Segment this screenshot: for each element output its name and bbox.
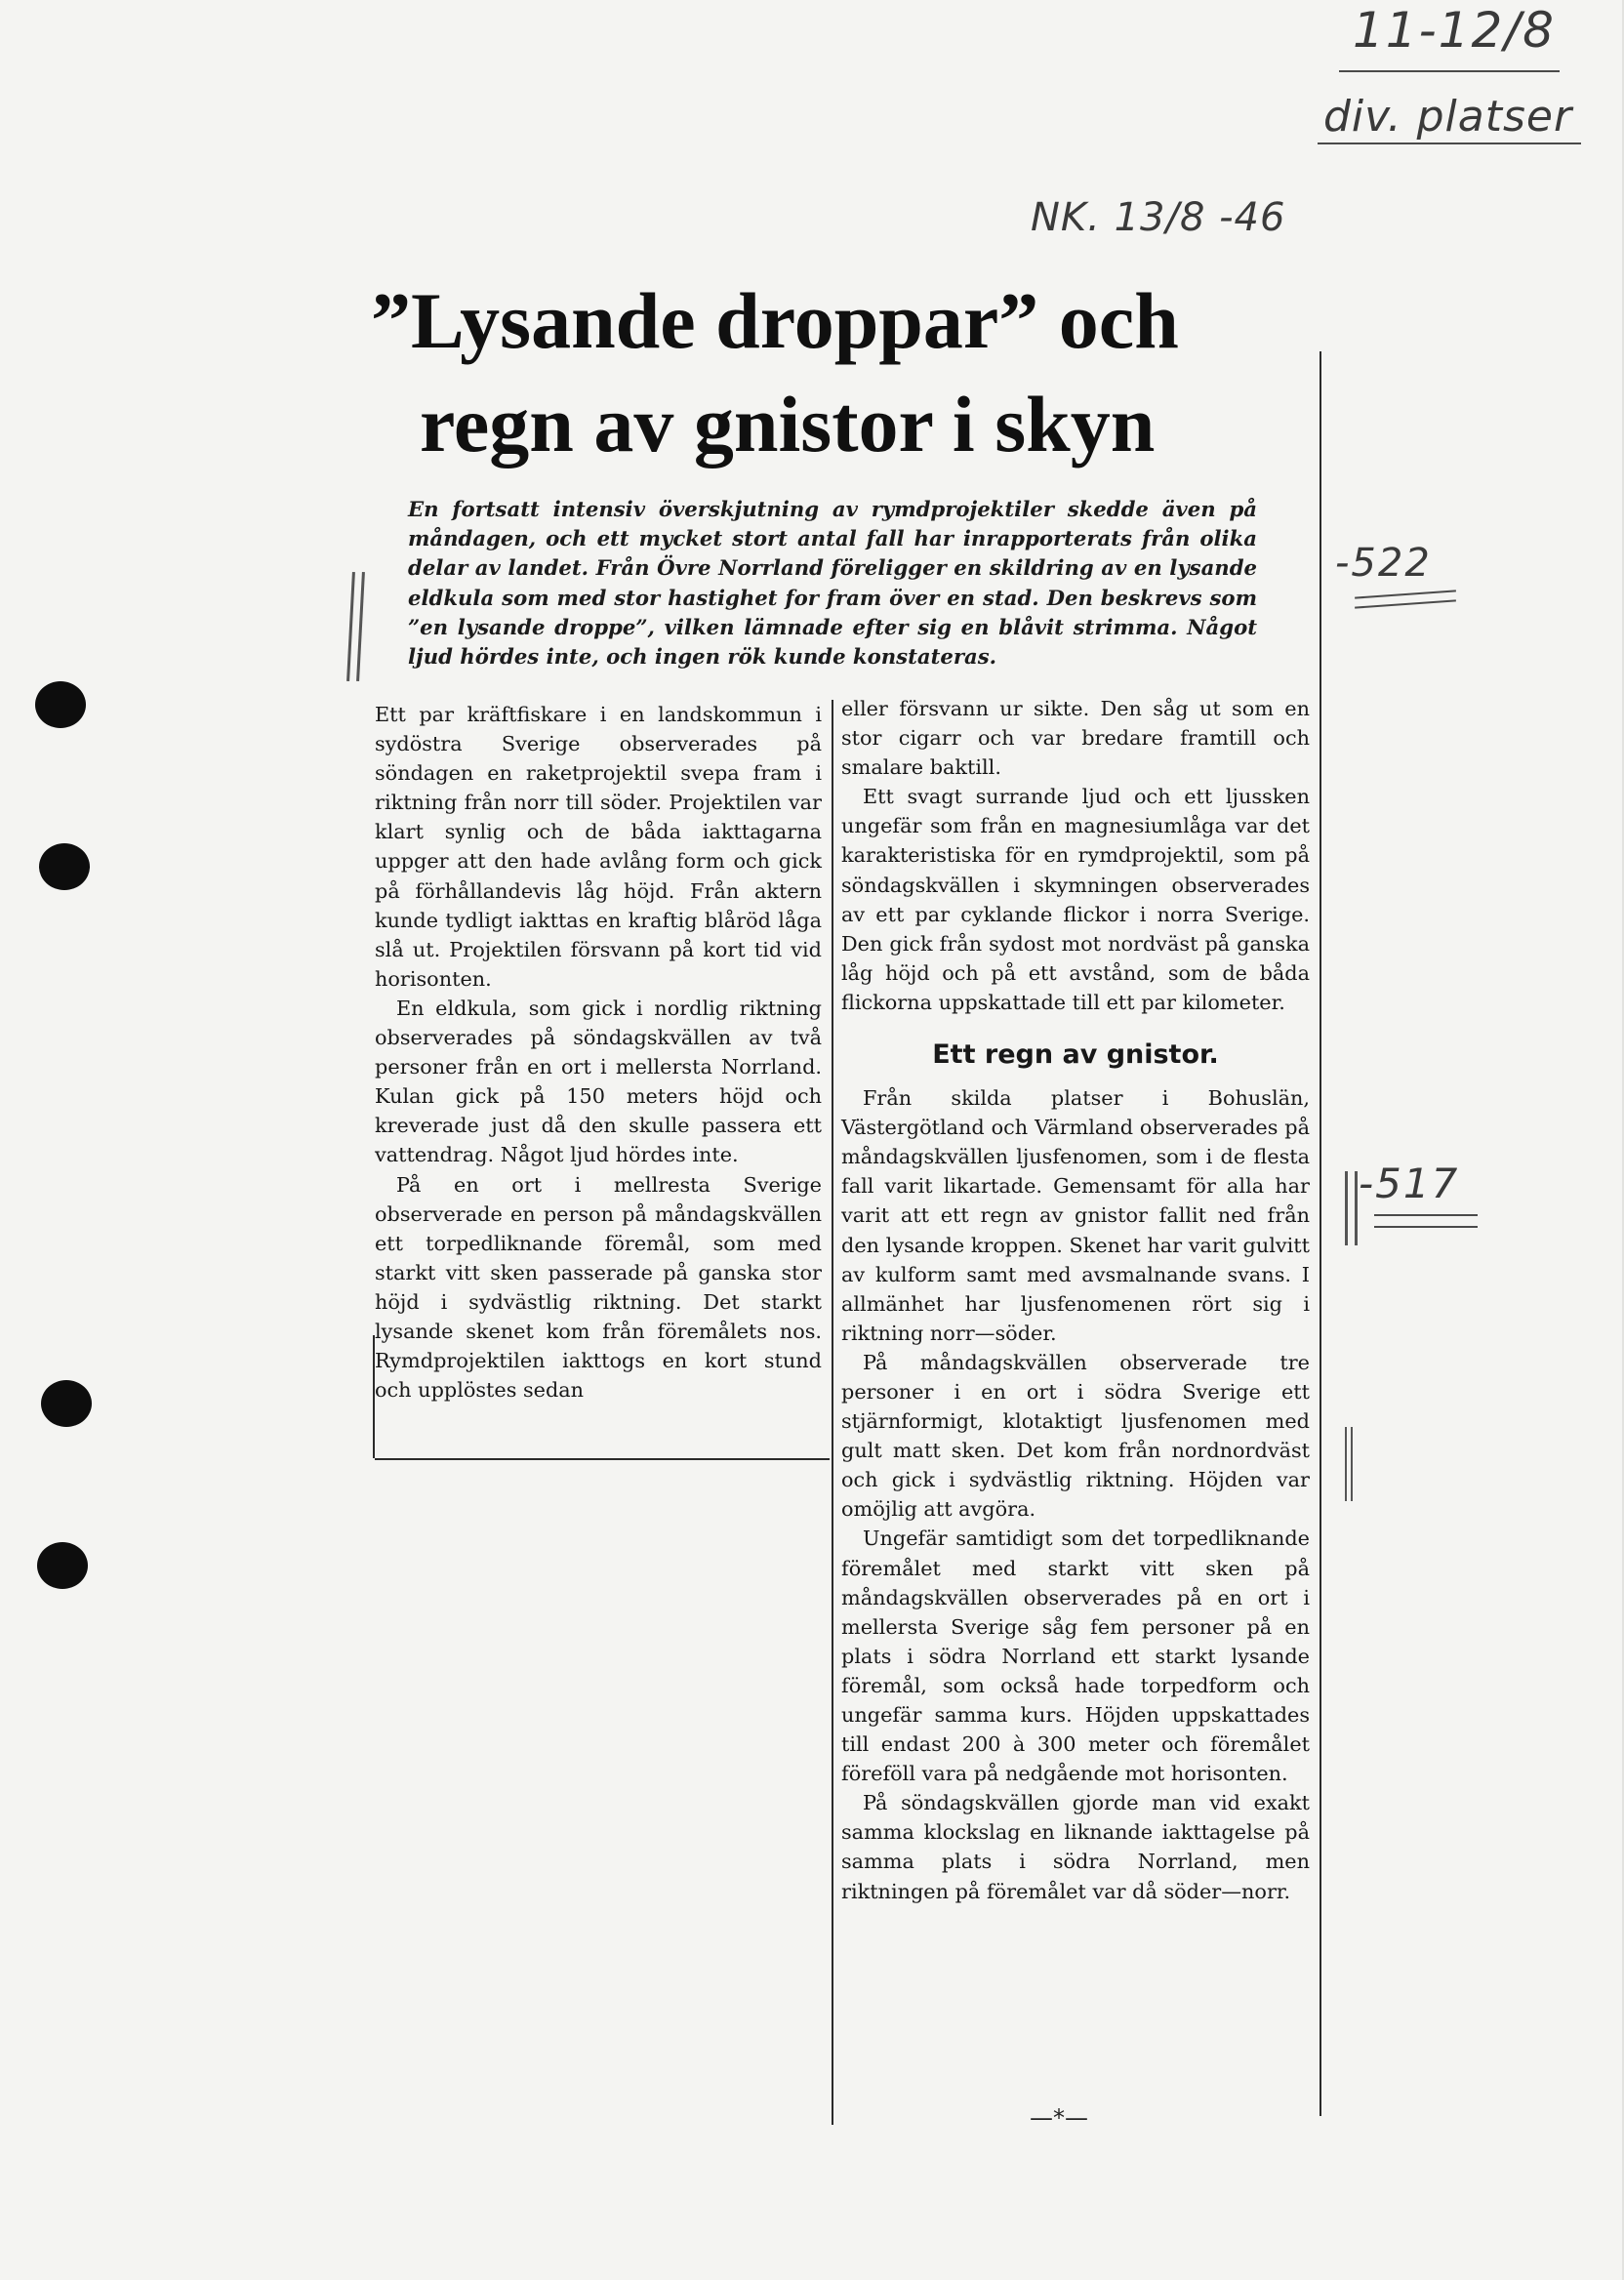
headline-line-1: ”Lysande droppar” och (371, 276, 1179, 365)
left-paragraph: På en ort i mellresta Sverige observerade en person på måndagskvällen ett torpedliknande föremål, som med starkt vitt sken passerade på ganska stor höjd i sydvästlig riktning. Det starkt lysande skenet kom från föremålets nos. Rymdprojektilen iakttogs en kort stund och upplöstes sedan (375, 1172, 822, 1403)
margin-mark-right-a (1345, 1427, 1347, 1501)
margin-mark-ingress-a (346, 572, 355, 681)
headline-line-2: regn av gnistor i skyn (420, 380, 1156, 468)
right-column (841, 694, 1310, 1906)
margin-mark-right-b (1351, 1427, 1353, 1501)
punch-hole-4 (37, 1542, 88, 1589)
margin-mark-517-b (1355, 1171, 1358, 1245)
subheading: Ett regn av gnistor. (932, 1039, 1219, 1071)
punch-hole-3 (41, 1380, 92, 1427)
punch-hole-2 (39, 843, 90, 890)
right-paragraph: Från skilda platser i Bohuslän, Västergötland och Värmland observerades på måndagskvällen ljusfenomen, som i de flesta fall varit likartade. Gemensamt för alla har varit att ett regn av gnistor fallit ned från den lysande kroppen. Skenet har varit gulvitt av kulform samt med avsmalnande svans. I allmänhet har ljusfenomenen rört sig i riktning norr—söder. (841, 1086, 1310, 1345)
underline-date-range (1339, 70, 1560, 72)
margin-mark-517-a (1345, 1171, 1348, 1245)
ref-517-underline-2 (1374, 1226, 1478, 1228)
column-divider (832, 700, 833, 2125)
left-column-bottom-rule (375, 1458, 830, 1460)
right-paragraph: Ungefär samtidigt som det torpedliknande föremålet med starkt vitt sken på måndagskvällen observerades på en ort i mellersta Sverige såg fem personer på en plats i södra Norrland ett starkt lysande föremål, som också hade torpedform och ungefär samma kurs. Höjden uppskattades till endast 200 à 300 meter och föremålet föreföll vara på nedgående mot horisonten. (841, 1527, 1310, 1786)
handwritten-date-range: 11-12/8 (1353, 2, 1556, 59)
handwritten-source-note: NK. 13/8 -46 (1031, 195, 1286, 240)
handwritten-ref-522: -522 (1335, 541, 1432, 586)
handwritten-ref-517: -517 (1359, 1160, 1460, 1207)
ref-522-underline-1 (1355, 590, 1456, 598)
handwritten-category: div. platser (1323, 92, 1573, 142)
right-paragraph: eller försvann ur sikte. Den såg ut som en stor cigarr och var bredare framtill och smalare baktill. (841, 697, 1310, 780)
underline-category (1318, 142, 1581, 144)
article-end-mark: —*— (1030, 2104, 1088, 2132)
ref-522-underline-2 (1355, 599, 1456, 608)
article-ingress: En fortsatt intensiv överskjutning av rymdprojektiler skedde även på måndagen, och ett mycket stort antal fall har inrapporterats från olika delar av landet. Från Övre Norrland föreligger en skildring av en lysande eldkula som med stor hastighet for fram över en stad. Den beskrevs som ”en lysande droppe”, vilken lämnade efter sig en blåvit strimma. Något ljud hördes inte, och ingen rök kunde konstateras. (408, 497, 1257, 670)
margin-mark-ingress-b (356, 572, 365, 681)
clipping-right-border (1320, 351, 1321, 2116)
left-paragraph: En eldkula, som gick i nordlig riktning observerades på söndagskvällen av två personer från en ort i mellersta Norrland. Kulan gick på 150 meters höjd och kreverade just då den skulle passera ett vattendrag. Något ljud hördes inte. (375, 996, 822, 1167)
right-paragraph: På måndagskvällen observerade tre personer i en ort i södra Sverige ett stjärnformigt, klotaktigt ljusfenomen med gult matt sken. Det kom från nordnordväst och gick i sydvästlig riktning. Höjden var omöjlig att avgöra. (841, 1350, 1310, 1522)
ref-517-underline-1 (1374, 1214, 1478, 1216)
left-column (375, 700, 822, 1405)
right-paragraph: På söndagskvällen gjorde man vid exakt samma klockslag en liknande iakttagelse på samma plats i södra Norrland, men riktningen på föremålet var då söder—norr. (841, 1791, 1310, 1903)
article-headline (351, 269, 1327, 476)
punch-hole-1 (35, 681, 86, 728)
left-paragraph: Ett par kräftfiskare i en landskommun i sydöstra Sverige observerades på söndagen en raketprojektil svepa fram i riktning från norr till söder. Projektilen var klart synlig och de båda iakttagarna uppger att den hade avlång form och gick på förhållandevis låg höjd. Från aktern kunde tydligt iakttas en kraftig blåröd låga slå ut. Projektilen försvann på kort tid vid horisonten. (375, 703, 822, 991)
right-paragraph: Ett svagt surrande ljud och ett ljussken ungefär som från en magnesiumlåga var det karakteristiska för en rymdprojektil, som på söndagskvällen i skymningen observerades av ett par cyklande flickor i norra Sverige. Den gick från sydost mot nordväst på ganska låg höjd och på ett avstånd, som de båda flickorna uppskattade till ett par kilometer. (841, 785, 1310, 1014)
